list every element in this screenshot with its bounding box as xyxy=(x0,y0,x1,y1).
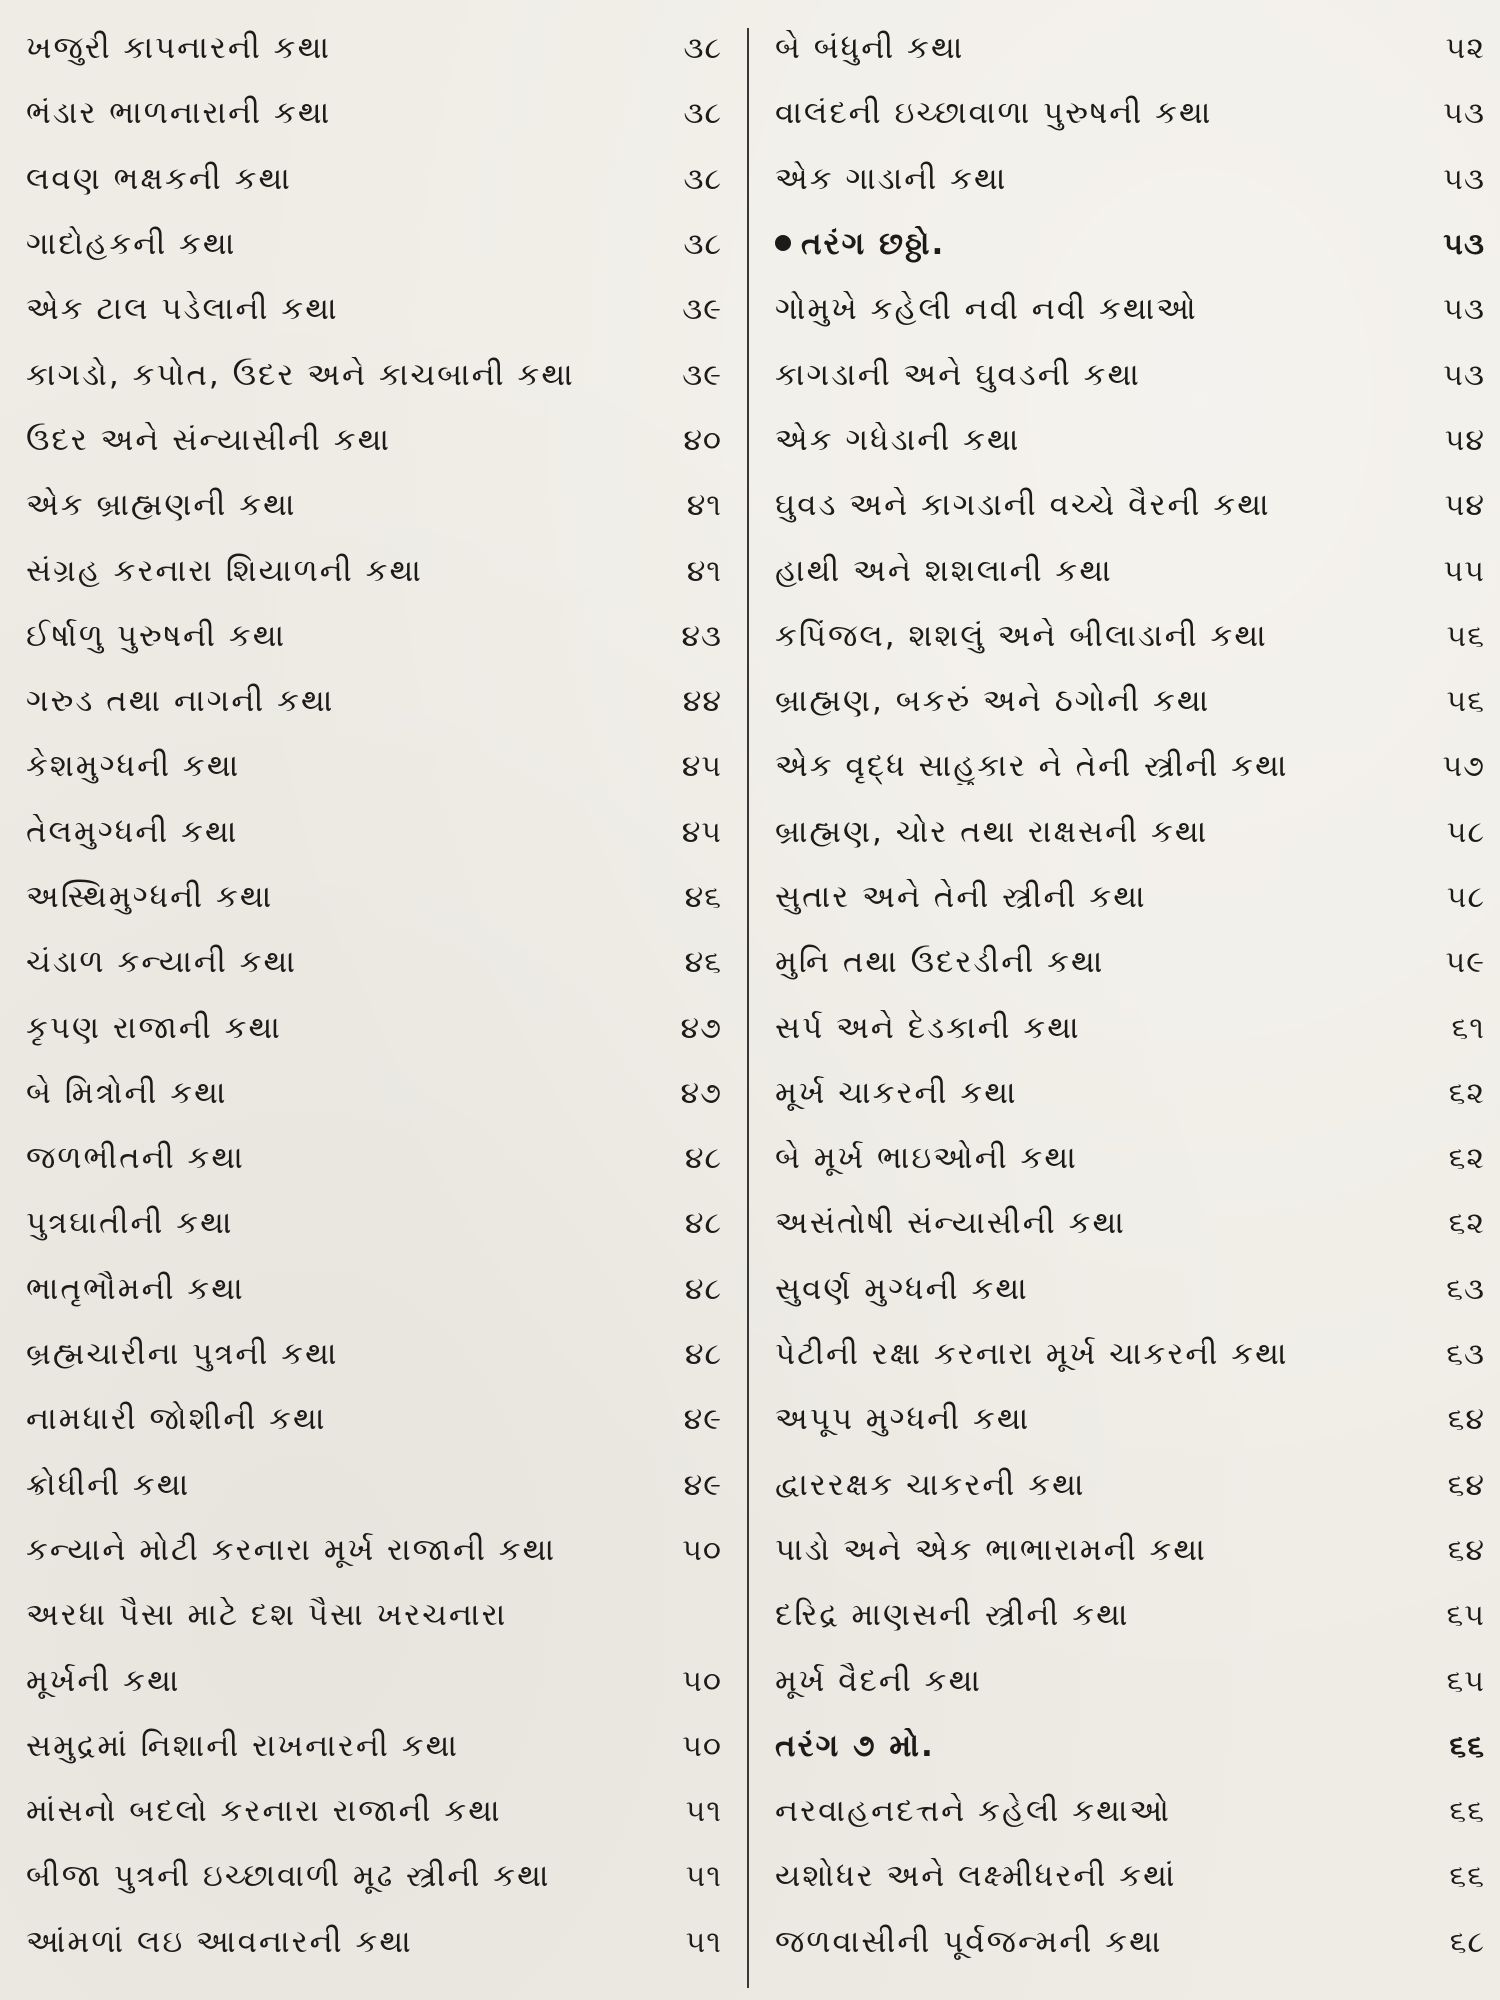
toc-entry xyxy=(8,1126,736,1191)
entry-title-text: કૃપણ રાજાની કથા xyxy=(26,1009,282,1046)
entry-title-text: નરવાહનદત્તને કહેલી કથાઓ xyxy=(775,1793,1171,1830)
entry-title-text: ગાદોહકની કથા xyxy=(26,226,237,263)
entry-title-text: એક વૃદ્ધ સાહુકાર ને તેની સ્ત્રીની કથા xyxy=(775,748,1289,785)
entry-title-text: પુત્રઘાતીની કથા xyxy=(26,1205,234,1242)
toc-entry xyxy=(765,930,1493,995)
toc-entry xyxy=(8,1910,736,1975)
entry-title xyxy=(8,1010,282,1047)
entry-title-text: સુતાર અને તેની સ્ત્રીની કથા xyxy=(775,879,1147,915)
entry-title xyxy=(765,1271,1029,1308)
page-number: ૪૮ xyxy=(684,1141,722,1177)
toc-entry xyxy=(765,1583,1493,1648)
entry-title xyxy=(8,1532,556,1569)
entry-title xyxy=(8,226,236,263)
toc-entry xyxy=(765,1322,1493,1387)
entry-title-text: બીજા પુત્રની ઇચ્છાવાળી મૂઢ સ્ત્રીની કથા xyxy=(26,1858,551,1895)
page-number: ૫૦ xyxy=(682,1728,722,1764)
page-number: ૫૯ xyxy=(1445,945,1485,981)
entry-title xyxy=(8,879,273,916)
page-number: ૫૧ xyxy=(685,1924,722,1960)
toc-entry xyxy=(765,1387,1493,1452)
toc-entry xyxy=(8,865,736,930)
entry-title xyxy=(765,1663,982,1700)
entry-title xyxy=(765,879,1147,916)
page-number: ૬૪ xyxy=(1447,1402,1485,1438)
entry-title-text: આંમળાં લઇ આવનારની કથા xyxy=(26,1923,413,1960)
page-number: ૩૮ xyxy=(683,161,722,197)
entry-title-text: કાગડાની અને ઘુવડની કથા xyxy=(775,356,1141,393)
page-number: ૪૮ xyxy=(684,1271,722,1307)
page-number: ૪૬ xyxy=(684,880,722,915)
page-number: ૪૮ xyxy=(684,1206,722,1242)
entry-title-text: બ્રાહ્મણ, ચોર તથા રાક્ષસની કથા xyxy=(775,813,1209,850)
entry-title xyxy=(8,553,423,590)
entry-title xyxy=(765,1336,1289,1373)
toc-entry xyxy=(8,408,736,473)
entry-title xyxy=(8,944,297,981)
page-number: ૫૦ xyxy=(682,1532,722,1568)
toc-entry xyxy=(8,538,736,603)
page-number: ૪૧ xyxy=(686,488,722,524)
page-number: ૫૮ xyxy=(1446,814,1485,850)
page-number: ૫૪ xyxy=(1444,488,1485,524)
entry-title-text: મૂર્ખ ચાકરની કથા xyxy=(775,1074,1018,1111)
entry-title xyxy=(8,422,391,459)
entry-title xyxy=(8,1336,338,1373)
entry-title xyxy=(765,95,1212,132)
toc-entry xyxy=(765,1191,1493,1256)
entry-title-text: દરિદ્ર માણસની સ્ત્રીની કથા xyxy=(775,1597,1130,1634)
toc-entry xyxy=(765,800,1493,865)
page-number: ૫૭ xyxy=(1442,749,1485,785)
entry-title xyxy=(8,748,240,785)
entry-title-text: ખજુરી કાપનારની કથા xyxy=(26,30,331,67)
entry-title-text: જળવાસીની પૂર્વજન્મની કથા xyxy=(775,1923,1163,1960)
toc-entry xyxy=(765,342,1493,407)
page-number: ૫૮ xyxy=(1446,880,1485,915)
page-number: ૫૬ xyxy=(1446,618,1485,654)
toc-entry xyxy=(8,1387,736,1452)
entry-title xyxy=(8,1401,326,1438)
entry-title-text: યશોધર અને લક્ષ્મીધરની કથાં xyxy=(775,1858,1177,1895)
page-number: ૬૨ xyxy=(1448,1075,1485,1111)
toc-entry xyxy=(8,800,736,865)
toc-entry xyxy=(765,538,1493,603)
entry-title xyxy=(8,618,286,655)
page-number: ૬૩ xyxy=(1446,1271,1485,1307)
page-number: ૪૬ xyxy=(684,945,722,981)
toc-entry xyxy=(765,1061,1493,1126)
page-number: ૫૩ xyxy=(1443,227,1485,263)
toc-entry xyxy=(765,1910,1493,1975)
toc-entry xyxy=(765,81,1493,146)
entry-title-text: ઈર્ષાળુ પુરુષની કથા xyxy=(26,617,287,654)
entry-title-text: તરંગ છઠ્ઠો. xyxy=(801,226,946,263)
toc-entry xyxy=(8,473,736,538)
entry-title-text: એક બ્રાહ્મણની કથા xyxy=(26,487,297,524)
entry-title-text: બ્રહ્મચારીના પુત્રની કથા xyxy=(26,1336,339,1373)
entry-title-text: દ્વારરક્ષક ચાકરની કથા xyxy=(775,1466,1086,1503)
toc-entry xyxy=(765,604,1493,669)
toc-entry xyxy=(8,1779,736,1844)
toc-entry xyxy=(8,1583,736,1648)
entry-title xyxy=(765,683,1210,720)
page-number: ૩૮ xyxy=(683,31,722,67)
page-number: ૬૪ xyxy=(1447,1467,1485,1503)
page-number: ૪૦ xyxy=(683,422,722,458)
toc-entry xyxy=(8,212,736,277)
toc-entry xyxy=(765,1648,1493,1713)
toc-entry xyxy=(8,147,736,212)
page-number: ૬૫ xyxy=(1446,1598,1485,1634)
toc-entry xyxy=(8,1714,736,1779)
entry-title xyxy=(765,1010,1081,1047)
entry-title-text: હાથી અને શશલાની કથા xyxy=(775,552,1113,589)
entry-title-text: સંગ્રહ કરનારા શિયાળની કથા xyxy=(26,552,423,589)
page-number: ૪૫ xyxy=(681,749,722,785)
column-divider xyxy=(747,28,749,1988)
entry-title xyxy=(765,944,1104,981)
page-number: ૬૪ xyxy=(1447,1532,1485,1568)
toc-entry xyxy=(765,1844,1493,1909)
toc-entry xyxy=(8,1257,736,1322)
page-number: ૪૯ xyxy=(683,1402,722,1438)
entry-title-text: બે મિત્રોની કથા xyxy=(26,1074,228,1111)
page-number: ૪૭ xyxy=(680,1010,722,1046)
entry-title-text: તેલમુગ્ધની કથા xyxy=(26,813,239,850)
entry-title-text: સર્પ અને દેડકાની કથા xyxy=(775,1009,1081,1046)
page-number: ૩૮ xyxy=(683,227,722,263)
left-column xyxy=(8,16,736,1975)
toc-entry xyxy=(8,1061,736,1126)
toc-entry xyxy=(8,81,736,146)
page-number: ૬૬ xyxy=(1449,1794,1485,1830)
entry-title xyxy=(765,226,945,263)
toc-entry xyxy=(765,277,1493,342)
toc-entry xyxy=(8,995,736,1060)
entry-title xyxy=(765,357,1141,394)
toc-entry xyxy=(8,16,736,81)
page-number: ૪૪ xyxy=(682,684,722,720)
toc-entry xyxy=(8,1648,736,1713)
toc-entry xyxy=(765,995,1493,1060)
page-number: ૬૩ xyxy=(1446,1337,1485,1373)
entry-title xyxy=(765,814,1208,851)
entry-title xyxy=(8,1271,245,1308)
page-number: ૫૩ xyxy=(1443,161,1485,197)
entry-title xyxy=(765,748,1288,785)
entry-title-text: માંસનો બદલો કરનારા રાજાની કથા xyxy=(26,1793,502,1830)
entry-title xyxy=(8,1924,413,1961)
entry-title-text: એક ટાલ પડેલાની કથા xyxy=(26,291,339,328)
toc-entry xyxy=(8,1191,736,1256)
entry-title xyxy=(765,161,1007,198)
entry-title xyxy=(8,683,334,720)
entry-title xyxy=(765,1793,1171,1830)
entry-title xyxy=(765,1075,1018,1112)
toc-entry xyxy=(8,734,736,799)
entry-title-text: મૂર્ખ વૈદની કથા xyxy=(775,1662,982,1699)
entry-title xyxy=(765,1532,1207,1569)
toc-entry xyxy=(765,16,1493,81)
entry-title-text: ઉંદર અને સંન્યાસીની કથા xyxy=(26,421,391,458)
page-number: ૩૯ xyxy=(682,357,722,393)
entry-title xyxy=(765,1858,1177,1895)
entry-title-text: વાલંદની ઇચ્છાવાળા પુરુષની કથા xyxy=(775,95,1213,132)
entry-title xyxy=(8,1663,180,1700)
page-number: ૫૩ xyxy=(1443,292,1485,328)
entry-title-text: કપિંજલ, શશલું અને બીલાડાની કથા xyxy=(775,617,1268,654)
entry-title-text: ચંડાળ કન્યાની કથા xyxy=(26,944,297,981)
entry-title-text: અસંતોષી સંન્યાસીની કથા xyxy=(775,1205,1126,1242)
entry-title xyxy=(8,814,238,851)
toc-entry xyxy=(765,1126,1493,1191)
entry-title xyxy=(765,1205,1126,1242)
entry-title-text: તરંગ ૭ મો. xyxy=(775,1727,935,1764)
entry-title-text: અસ્થિમુગ્ધની કથા xyxy=(26,879,274,915)
toc-entry xyxy=(8,930,736,995)
toc-entry xyxy=(765,1779,1493,1844)
entry-title-text: લવણ ભક્ષકની કથા xyxy=(26,160,292,197)
entry-title xyxy=(8,95,331,132)
entry-title-text: ગોમુખે કહેલી નવી નવી કથાઓ xyxy=(775,291,1198,328)
entry-title-text: ભંડાર ભાળનારાની કથા xyxy=(26,95,332,132)
entry-title-text: કન્યાને મોટી કરનારા મૂર્ખ રાજાની કથા xyxy=(26,1531,557,1568)
bullet-icon xyxy=(775,235,791,251)
toc-entry xyxy=(8,604,736,669)
toc-entry xyxy=(8,1844,736,1909)
entry-title-text: ભાતૃભૌમની કથા xyxy=(26,1270,245,1307)
page-number: ૫૧ xyxy=(685,1794,722,1830)
entry-title-text: ઘુવડ અને કાગડાની વચ્ચે વૈરની કથા xyxy=(775,487,1271,524)
entry-title-text: એક ગાડાની કથા xyxy=(775,160,1008,197)
page-number: ૪૧ xyxy=(686,553,722,589)
page-number: ૬૮ xyxy=(1449,1924,1485,1960)
entry-title xyxy=(765,1467,1085,1504)
entry-title-text: નામધારી જોશીની કથા xyxy=(26,1401,327,1438)
entry-title xyxy=(765,1140,1078,1177)
entry-title xyxy=(765,291,1198,328)
entry-title-text: મૂર્ખની કથા xyxy=(26,1662,181,1699)
entry-title-text: મુનિ તથા ઉંદરડીની કથા xyxy=(775,944,1105,981)
entry-title xyxy=(765,1924,1162,1961)
page-number: ૪૫ xyxy=(681,814,722,850)
entry-title xyxy=(765,1597,1129,1634)
entry-title xyxy=(8,291,339,328)
entry-title xyxy=(8,1140,245,1177)
entry-title xyxy=(8,1467,190,1504)
entry-title xyxy=(8,1597,507,1634)
page-number: ૬૬ xyxy=(1449,1859,1485,1895)
entry-title xyxy=(765,1401,1030,1438)
toc-entry xyxy=(8,1322,736,1387)
entry-title-text: અપૂપ મુગ્ધની કથા xyxy=(775,1401,1031,1438)
toc-entry xyxy=(765,734,1493,799)
page-number: ૪૮ xyxy=(684,1337,722,1373)
toc-entry xyxy=(8,277,736,342)
page-number: ૬૫ xyxy=(1446,1663,1485,1699)
entry-title-text: અરધા પૈસા માટે દશ પૈસા ખરચનારા xyxy=(26,1597,508,1634)
page-number: ૫૩ xyxy=(1443,357,1485,393)
toc-entry xyxy=(8,1453,736,1518)
entry-title xyxy=(8,357,575,394)
page-number: ૪૩ xyxy=(681,618,722,654)
entry-title-text: ક્રોધીની કથા xyxy=(26,1466,191,1503)
page-number: ૬૨ xyxy=(1448,1206,1485,1242)
entry-title-text: સમુદ્રમાં નિશાની રાખનારની કથા xyxy=(26,1727,459,1764)
entry-title-text: એક ગધેડાની કથા xyxy=(775,421,1021,458)
entry-title xyxy=(8,1793,502,1830)
page-number: ૫૧ xyxy=(685,1859,722,1895)
toc-entry xyxy=(765,1453,1493,1518)
toc-entry xyxy=(765,1257,1493,1322)
entry-title xyxy=(8,487,297,524)
toc-entry xyxy=(8,1518,736,1583)
entry-title-text: કેશમુગ્ધની કથા xyxy=(26,748,241,785)
page-number: ૬૬ xyxy=(1449,1728,1485,1764)
right-column xyxy=(765,16,1493,1975)
entry-title xyxy=(765,618,1268,655)
page-number: ૫૦ xyxy=(682,1663,722,1699)
page-number: ૫૫ xyxy=(1443,553,1485,589)
entry-title xyxy=(8,1728,459,1765)
entry-title xyxy=(765,30,964,67)
page-number: ૪૭ xyxy=(680,1075,722,1111)
entry-title xyxy=(765,1728,935,1765)
toc-entry xyxy=(765,147,1493,212)
section-heading xyxy=(765,1714,1493,1779)
entry-title xyxy=(8,30,331,67)
page-number: ૫૪ xyxy=(1444,422,1485,458)
entry-title-text: બે મૂર્ખ ભાઇઓની કથા xyxy=(775,1140,1078,1177)
toc-entry xyxy=(8,342,736,407)
page-number: ૫૬ xyxy=(1446,684,1485,720)
entry-title xyxy=(8,161,292,198)
entry-title-text: જળભીતની કથા xyxy=(26,1140,245,1177)
entry-title xyxy=(765,422,1020,459)
entry-title xyxy=(765,487,1271,524)
page-number: ૫૩ xyxy=(1443,96,1485,132)
entry-title-text: સુવર્ણ મુગ્ધની કથા xyxy=(775,1270,1029,1307)
entry-title xyxy=(8,1075,228,1112)
page-number: ૬૨ xyxy=(1448,1141,1485,1177)
entry-title xyxy=(8,1205,234,1242)
toc-entry xyxy=(765,669,1493,734)
section-heading xyxy=(765,212,1493,277)
toc-entry xyxy=(765,865,1493,930)
page-number: ૪૯ xyxy=(683,1467,722,1503)
toc-entry xyxy=(765,473,1493,538)
toc-entry xyxy=(765,408,1493,473)
entry-title-text: બ્રાહ્મણ, બકરું અને ઠગોની કથા xyxy=(775,683,1211,720)
page-number: ૫૨ xyxy=(1445,31,1485,67)
toc-entry xyxy=(765,1518,1493,1583)
page-number: ૩૮ xyxy=(683,96,722,132)
entry-title-text: કાગડો, કપોત, ઉંદર અને કાચબાની કથા xyxy=(26,356,575,393)
entry-title xyxy=(8,1858,550,1895)
toc-entry xyxy=(8,669,736,734)
entry-title-text: પાડો અને એક ભાભારામની કથા xyxy=(775,1531,1207,1568)
page-number: ૬૧ xyxy=(1451,1010,1485,1046)
entry-title-text: પેટીની રક્ષા કરનારા મૂર્ખ ચાકરની કથા xyxy=(775,1336,1289,1373)
entry-title-text: ગરુડ તથા નાગની કથા xyxy=(26,683,335,720)
entry-title xyxy=(765,553,1113,590)
page-number: ૩૯ xyxy=(682,292,722,328)
entry-title-text: બે બંધુની કથા xyxy=(775,30,965,67)
